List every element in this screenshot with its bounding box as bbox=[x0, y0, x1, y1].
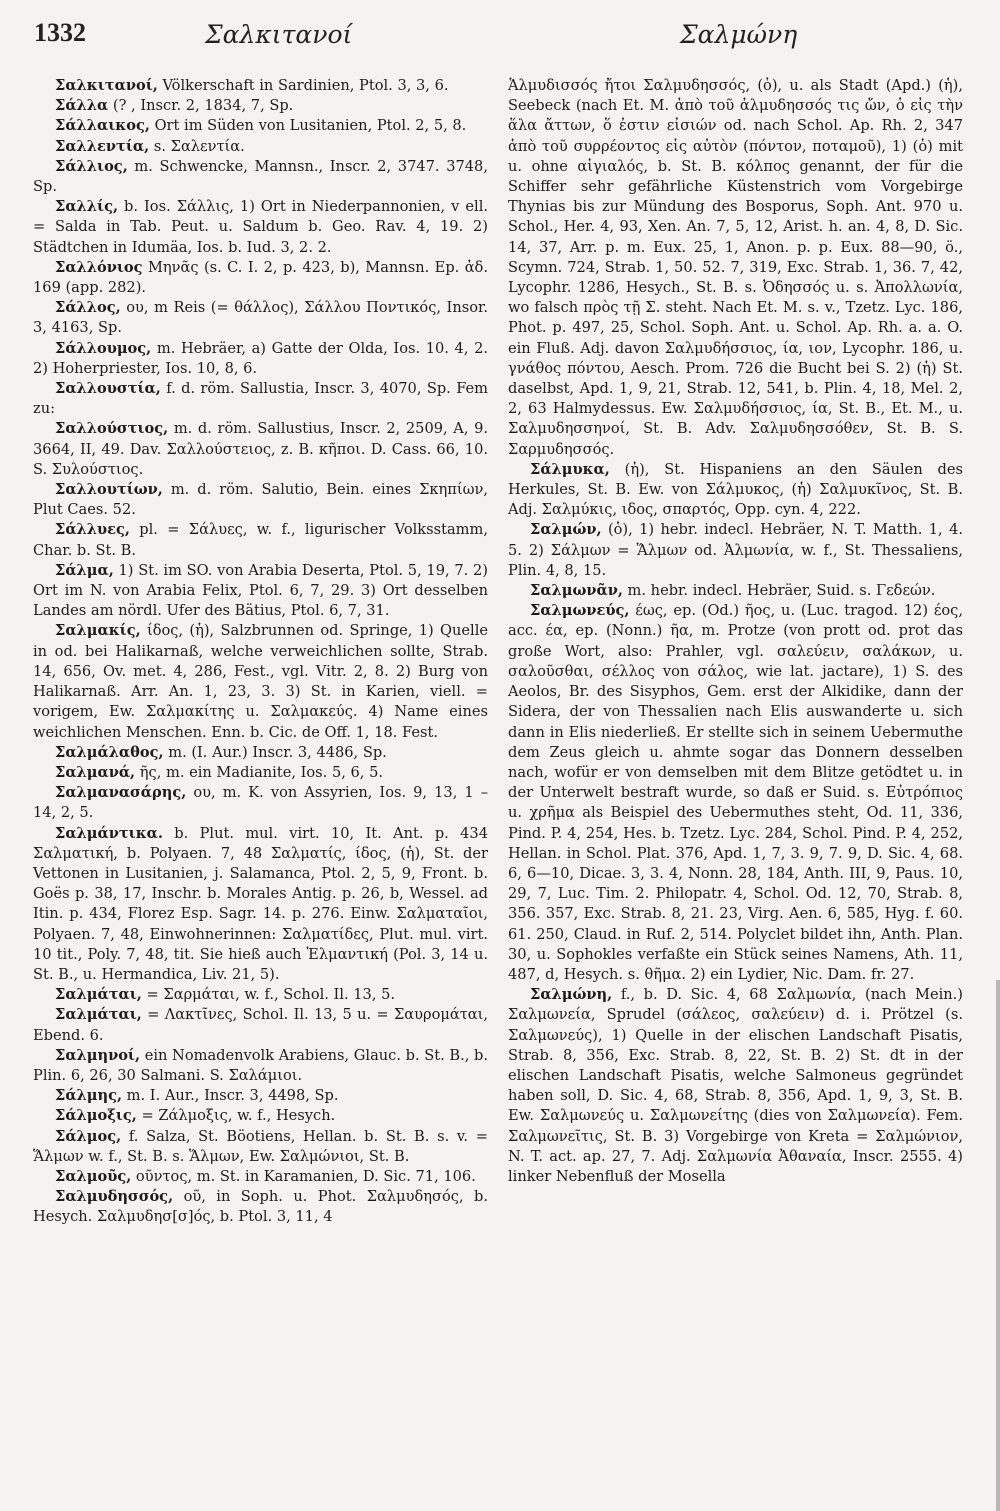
entry-text: Völkerschaft in Sardinien, Ptol. 3, 3, 6. bbox=[157, 77, 449, 94]
entry-text: b. Plut. mul. virt. 10, It. Ant. p. 434 Σαλματική, b. Polyaen. 7, 48 Σαλματίς, ίδος, (ἡ), St. der Vettonen in Lusitanien, j. Salamanca, Ptol. 2, 5, 9, Front. b. Goës p. 38, 17, Inschr. b. Morales Antig. p. 26, b, Wessel. ad Itin. p. 434, Florez Esp. Sagr. 14. p. 276. Einw. Σαλματαῖοι, Polyaen. 7, 48, Einwohnerinnen: Σαλματίδες, Plut. mul. virt. 10 tit., Poly. 7, 48, tit. Sie hieß auch Ἑλμαντική (Pol. 3, 14 u. St. B., u. Hermandica, Liv. 21, 5). bbox=[33, 824, 488, 983]
entry-text: f. d. röm. Sallustia, Inscr. 3, 4070, Sp. Fem zu: bbox=[33, 380, 488, 418]
scan-page-edge bbox=[996, 980, 1000, 1511]
column-gutter bbox=[496, 76, 497, 1456]
entry-headword: Σάλλουμος, bbox=[55, 339, 152, 357]
entry-headword: Σαλμανασάρης, bbox=[55, 784, 187, 802]
dictionary-entry bbox=[33, 1187, 488, 1227]
dictionary-entry bbox=[33, 743, 488, 763]
dictionary-entry bbox=[33, 76, 488, 96]
dictionary-entry bbox=[33, 824, 488, 986]
dictionary-entry bbox=[33, 1005, 488, 1045]
entry-headword: Σαλκιτανοί, bbox=[55, 77, 158, 94]
entry-headword: Σαλμών, bbox=[530, 521, 602, 539]
entry-text: m. I. Aur., Inscr. 3, 4498, Sp. bbox=[122, 1087, 339, 1105]
page-header bbox=[0, 0, 1000, 60]
dictionary-entry bbox=[33, 1106, 488, 1126]
entry-headword: Σαλλουστία, bbox=[55, 380, 161, 398]
dictionary-entry bbox=[33, 985, 488, 1005]
entry-headword: Σάλλος, bbox=[55, 299, 121, 317]
dictionary-entry bbox=[33, 520, 488, 560]
dictionary-entry bbox=[33, 763, 488, 783]
left-column bbox=[33, 76, 488, 1228]
dictionary-entry bbox=[508, 460, 963, 521]
entry-headword: Σαλμωνᾶν, bbox=[530, 582, 623, 600]
entry-headword: Σαλλεντία, bbox=[55, 137, 150, 155]
dictionary-entry bbox=[508, 601, 963, 985]
entry-headword: Σαλμώνη, bbox=[530, 986, 613, 1004]
entry-text: έως, ep. (Od.) ῆος, u. (Luc. tragod. 12) έος, acc. έα, ep. (Nonn.) ῆα, m. Protze (von prott od. prot das große Wort, also: Prahler, vgl. σαλεύειν, σαλάκων, u. σαλοῦσθαι, σέλλος von σάλος, wie lat. jactare), 1) S. des Aeolos, Br. des Sisyphos, Gem. erst der Alkidike, dann der Sidera, der von Thessalien nach Elis auswanderte u. sich dann in Elis niederließ. Er stellte sich in seinem Uebermuthe dem Zeus gleich u. ahmte sogar das Donnern desselben nach, wofür er von demselben mit dem Blitze getödtet u. in der Unterwelt bestraft wurde, so daß er Suid. s. Εὐτρόπιος u. χρῆμα als Beispiel des Uebermuthes steht, Od. 11, 336, Pind. P. 4, 254, Hes. b. Tzetz. Lyc. 284, Schol. Pind. P. 4, 252, Hellan. in Schol. Plat. 376, Apd. 1, 7, 3. 9, 7. 9, D. Sic. 4, 68. 6, 6—10, Dicae. 3, 3. 4, Nonn. 28, 184, Anth. III, 9, Paus. 10, 29, 7, Luc. Tim. 2. Philopatr. 4, Schol. Od. 12, 70, Strab. 8, 356. 357, Exc. Strab. 8, 21. 23, Virg. Aen. 6, 585, Hyg. f. 60. 61. 250, Claud. in Ruf. 2, 514. Polyclet bildet ihn, Anth. Plan. 30, u. Sophokles verfaßte ein Stück seines Namens, Ath. 11, 487, d, Hesych. s. θῆμα. 2) ein Lydier, Nic. Dam. fr. 27. bbox=[508, 602, 963, 983]
entry-text: m. d. röm. Salutio, Bein. eines Σκηπίων, Plut Caes. 52. bbox=[33, 481, 488, 519]
entry-headword: Σαλμωνεύς, bbox=[530, 602, 630, 620]
dictionary-entry bbox=[33, 339, 488, 379]
entry-headword: Σάλλαικος, bbox=[55, 117, 150, 135]
entry-text: m. Schwencke, Mannsn., Inscr. 2, 3747. 3748, Sp. bbox=[33, 157, 488, 196]
entry-text: = Σαρμάται, w. f., Schol. Il. 13, 5. bbox=[141, 986, 396, 1004]
page-number: 1332 bbox=[34, 18, 86, 47]
entry-headword: Σαλλόνιος bbox=[55, 258, 143, 276]
running-head-left: Σαλκιτανοί bbox=[205, 20, 353, 49]
entry-headword: Σάλμος, bbox=[55, 1127, 122, 1145]
dictionary-entry bbox=[33, 783, 488, 823]
dictionary-entry bbox=[33, 298, 488, 338]
dictionary-entry bbox=[508, 76, 963, 460]
entry-text: Ort im Süden von Lusitanien, Ptol. 2, 5, 8. bbox=[149, 117, 467, 135]
entry-text: ῆς, m. ein Madianite, Ios. 5, 6, 5. bbox=[135, 763, 383, 781]
dictionary-entry bbox=[33, 1127, 488, 1167]
entry-headword: Σαλμάλαθος, bbox=[55, 743, 164, 761]
entry-text: m. hebr. indecl. Hebräer, Suid. s. Γεδεών. bbox=[622, 582, 936, 600]
entry-text: m. Hebräer, a) Gatte der Olda, Ios. 10. 4, 2. 2) Hoherpriester, Ios. 10, 8, 6. bbox=[33, 339, 488, 377]
entry-headword: Σαλμοῦς, bbox=[55, 1167, 132, 1185]
dictionary-entry bbox=[33, 379, 488, 419]
entry-headword: Σάλμοξις, bbox=[55, 1107, 137, 1125]
dictionary-entry bbox=[508, 985, 963, 1187]
entry-headword: Σαλμανά, bbox=[55, 763, 136, 781]
entry-text: ίδος, (ἡ), Salzbrunnen od. Springe, 1) Quelle in od. bei Halikarnaß, welche verweichlichen sollte, Strab. 14, 656, Ov. met. 4, 286, Fest., vgl. Vitr. 2, 8. 2) Burg von Halikarnaß. Arr. An. 1, 23, 3. 3) St. in Karien, viell. = vorigem, Ew. Σαλμακίτης u. Σαλμακεύς. 4) Name eines weichlichen Menschen. Enn. b. Cic. de Off. 1, 18. Fest. bbox=[33, 622, 488, 741]
dictionary-entry bbox=[33, 480, 488, 520]
entry-text: ein Nomadenvolk Arabiens, Glauc. b. St. B., b. Plin. 6, 26, 30 Salmani. S. Σαλάμιοι. bbox=[33, 1046, 488, 1084]
entry-text: ου, m. K. von Assyrien, Ios. 9, 13, 1 – 14, 2, 5. bbox=[33, 784, 488, 822]
entry-headword: Σαλλουτίων, bbox=[55, 481, 163, 499]
dictionary-entry bbox=[33, 1086, 488, 1106]
running-head-right: Σαλμώνη bbox=[680, 20, 798, 49]
dictionary-entry bbox=[33, 96, 488, 116]
entry-headword: Σαλμάται, bbox=[55, 986, 142, 1004]
dictionary-entry bbox=[33, 561, 488, 622]
entry-headword: Σαλμακίς, bbox=[55, 622, 141, 640]
dictionary-entry bbox=[33, 116, 488, 136]
dictionary-entry bbox=[508, 520, 963, 581]
entry-text: (? , Inscr. 2, 1834, 7, Sp. bbox=[108, 97, 294, 115]
entry-text: m. (I. Aur.) Inscr. 3, 4486, Sp. bbox=[163, 743, 387, 761]
entry-text: f. Salza, St. Böotiens, Hellan. b. St. B. s. v. = Ἅλμων w. f., St. B. s. Ἅλμων, Ew. Σαλμώνιοι, St. B. bbox=[33, 1127, 488, 1165]
entry-text: ου, m Reis (= θάλλος), Σάλλου Ποντικός, Insor. 3, 4163, Sp. bbox=[33, 299, 488, 337]
dictionary-entry bbox=[33, 137, 488, 157]
entry-text: οῦντος, m. St. in Karamanien, D. Sic. 71, 106. bbox=[131, 1167, 476, 1185]
entry-text: οῦ, in Soph. u. Phot. Σαλμυδησός, b. Hesych. Σαλμυδησ[σ]ός, b. Ptol. 3, 11, 4 bbox=[33, 1188, 488, 1226]
entry-headword: Σάλμης, bbox=[55, 1087, 123, 1105]
entry-text: b. Ios. Σάλλις, 1) Ort in Niederpannonien, v ell. = Salda in Tab. Peut. u. Saldum b. Geo. Rav. 4, 19. 2) Städtchen in Idumäa, Ios. b. Iud. 3, 2. 2. bbox=[33, 198, 488, 256]
entry-text: Μηνᾶς (s. C. I. 2, p. 423, b), Mannsn. Ep. ἀδ. 169 (app. 282). bbox=[33, 258, 488, 297]
entry-text: = Λακτῖνες, Schol. Il. 13, 5 u. = Σαυρομάται, Ebend. 6. bbox=[33, 1006, 488, 1044]
entry-text: Ἁλμυδισσός ἤτοι Σαλμυδησσός, (ὁ), u. als Stadt (Apd.) (ἡ), Seebeck (nach Et. M. ἀπὸ τοῦ ἁλμυδησσός τις ὤν, ὁ εἰς τὴν ἅλα ἄττων, ὅ ἐστιν εἰσιών od. nach Schol. Ap. Rh. 2, 347 ἀπὸ τοῦ συρρέοντος εἰς αὐτὸν (πόντον, ποταμοῦ), 1) (ὁ) mit u. ohne αἰγιαλός, b. St. B. κόλπος genannt, der für die Schiffer sehr gefährliche Küstenstrich vom Vorgebirge Thynias bis zur Mündung des Bosporus, Soph. Ant. 970 u. Schol., Her. 4, 93, Xen. An. 7, 5, 12, Arist. h. an. 4, 8, D. Sic. 14, 37, Arr. p. m. Eux. 25, 1, Anon. p. p. Eux. 88—90, ö., Scymn. 724, Strab. 1, 50. 52. 7, 319, Exc. Strab. 1, 36. 7, 42, Lycophr. 1286, Hesych., St. B. s. Ὀδησσός u. s. Ἀπολλωνία, wo falsch πρὸς τῇ Σ. steht. Nach Et. M. s. v., Tzetz. Lyc. 186, Phot. p. 497, 25, Schol. Soph. Ant. u. Schol. Ap. Rh. a. a. O. ein Fluß. Adj. davon Σαλμυδήσσιος, ία, ιον, Lycophr. 186, u. γνάθος πόντου, Aesch. Prom. 726 die Bucht bei S. 2) (ἡ) St. daselbst, Apd. 1, 9, 21, Strab. 12, 541, b. Plin. 4, 18, Mel. 2, 2, 63 Halmydessus. Ew. Σαλμυδήσσιος, ία, St. B., Et. M., u. Σαλμυδησσηνοί, St. B. Adv. Σαλμυδησσόθεν, St. B. S. Σαρμυδησσός. bbox=[508, 77, 963, 458]
entry-headword: Σάλλα bbox=[55, 97, 109, 115]
entry-text: = Ζάλμοξις, w. f., Hesych. bbox=[136, 1107, 336, 1125]
dictionary-entry bbox=[33, 197, 488, 258]
dictionary-entry bbox=[508, 581, 963, 601]
entry-text: (ὁ), 1) hebr. indecl. Hebräer, N. T. Matth. 1, 4. 5. 2) Σάλμων = Ἅλμων od. Ἀλμωνία, w. f., St. Thessaliens, Plin. 4, 8, 15. bbox=[508, 521, 963, 579]
dictionary-entry bbox=[33, 621, 488, 742]
dictionary-entry bbox=[33, 419, 488, 480]
entry-headword: Σάλλυες, bbox=[55, 521, 130, 539]
entry-text: s. Σαλεντία. bbox=[149, 137, 245, 155]
entry-headword: Σαλμηνοί, bbox=[55, 1046, 141, 1064]
entry-headword: Σαλμάντικα. bbox=[55, 824, 163, 842]
dictionary-entry bbox=[33, 1046, 488, 1086]
dictionary-entry bbox=[33, 1167, 488, 1187]
entry-text: pl. = Σάλυες, w. f., ligurischer Volksstamm, Char. b. St. B. bbox=[33, 521, 488, 559]
right-column bbox=[508, 76, 963, 1187]
entry-text: (ἡ), St. Hispaniens an den Säulen des Herkules, St. B. Ew. von Σάλμυκος, (ἡ) Σαλμυκῖνος, St. B. Adj. Σαλμύκις, ιδος, σπαρτός, Opp. cyn. 4, 222. bbox=[508, 460, 963, 519]
entry-text: f., b. D. Sic. 4, 68 Σαλμωνία, (nach Mein.) Σαλμωνεία, Sprudel (σάλεος, σαλεύειν) d. i. Prötzel (s. Σαλμωνεύς), 1) Quelle in der elischen Landschaft Pisatis, Strab. 8, 356, Exc. Strab. 8, 22, St. B. 2) St. dt in der elischen Landschaft Pisatis, welche Salmoneus gegründet haben soll, D. Sic. 4, 68, Strab. 8, 356, Apd. 1, 9, 3, St. B. Ew. Σαλμωνεύς u. Σαλμωνείτης (dies von Σαλμωνεία). Fem. Σαλμωνεῖτις, St. B. 3) Vorgebirge von Kreta = Σαλμώνιον, N. T. act. ap. 27, 7. Adj. Σαλμωνία Ἀθαναία, Inscr. 2555. 4) linker Nebenfluß der Mosella bbox=[508, 986, 963, 1185]
entry-headword: Σαλλίς, bbox=[55, 198, 119, 216]
dictionary-entry bbox=[33, 157, 488, 197]
entry-headword: Σάλμυκα, bbox=[530, 460, 610, 478]
entry-headword: Σαλλούστιος, bbox=[55, 420, 169, 438]
entry-text: m. d. röm. Sallustius, Inscr. 2, 2509, A, 9. 3664, II, 49. Dav. Σαλλούστειος, z. B. κῆποι. D. Cass. 66, 10. S. Συλούστιος. bbox=[33, 420, 488, 478]
entry-headword: Σάλμα, bbox=[55, 561, 114, 579]
entry-headword: Σάλλιος, bbox=[55, 157, 128, 175]
entry-headword: Σαλμυδησσός, bbox=[55, 1188, 174, 1206]
entry-text: 1) St. im SO. von Arabia Deserta, Ptol. 5, 19, 7. 2) Ort im N. von Arabia Felix, Ptol. 6, 7, 29. 3) Ort desselben Landes am nördl. Ufer des Bätius, Ptol. 6, 7, 31. bbox=[33, 561, 488, 620]
entry-headword: Σαλμάται, bbox=[55, 1006, 142, 1024]
dictionary-entry bbox=[33, 258, 488, 298]
